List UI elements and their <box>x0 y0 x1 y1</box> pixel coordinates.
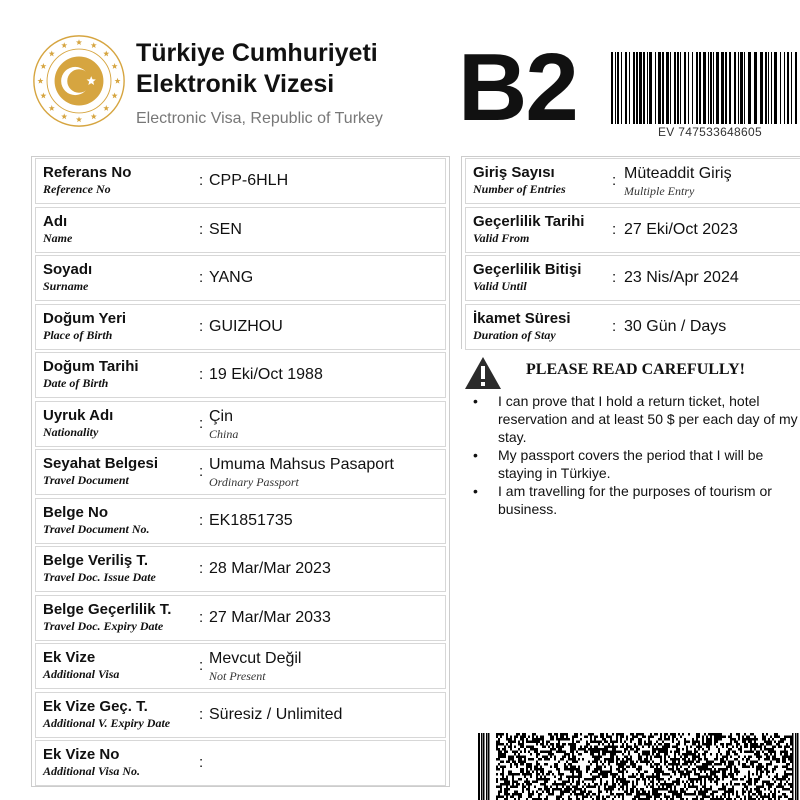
field-label: Geçerlilik Bitişi <box>473 261 582 278</box>
notice-item <box>470 446 800 482</box>
field-value-en: China <box>209 426 239 441</box>
field-value: Süresiz / Unlimited <box>209 705 343 723</box>
visa-details-table <box>31 156 450 787</box>
field-label: Doğum Tarihi <box>43 358 139 375</box>
field-label-en: Travel Doc. Issue Date <box>43 570 156 584</box>
field-label: Ek Vize <box>43 649 96 666</box>
visa-validity-table <box>461 156 800 349</box>
field-value: 28 Mar/Mar 2023 <box>209 560 331 577</box>
document-subtitle: Electronic Visa, Republic of Turkey <box>136 110 383 127</box>
visa-type: B2 <box>458 34 577 141</box>
field-colon: : <box>199 366 204 383</box>
notice-line: • I am travelling for the purposes of tourism or <box>498 483 772 499</box>
field-label: Doğum Yeri <box>43 309 127 327</box>
notice-line: staying in Türkiye. <box>498 465 611 481</box>
field-row <box>35 595 446 641</box>
warning-triangle-icon <box>464 356 502 390</box>
field-value: Mevcut Değil <box>209 650 302 667</box>
field-value: 23 Nis/Apr 2024 <box>624 269 739 286</box>
notice-item <box>470 392 800 446</box>
field-colon: : <box>199 463 204 480</box>
field-colon: : <box>199 414 204 432</box>
field-label-en: Reference No <box>43 182 111 196</box>
field-value: 27 Eki/Oct 2023 <box>624 220 738 238</box>
field-label-en: Additional Visa <box>43 667 120 681</box>
notice-line: • I can prove that I hold a return ticket, hotel <box>498 393 760 409</box>
barcode-number: EV 747533648605 <box>658 125 762 139</box>
field-row <box>465 255 800 301</box>
field-label-en: Additional Visa No. <box>43 764 141 778</box>
field-row <box>35 207 446 253</box>
title-line-1: Türkiye Cumhuriyeti <box>136 39 378 67</box>
field-colon: : <box>612 317 617 335</box>
field-label-en: Additional V. Expiry Date <box>43 715 171 730</box>
notice-line: • My passport covers the period that I will be <box>498 447 764 463</box>
field-row <box>465 158 800 204</box>
field-label-en: Date of Birth <box>43 376 109 390</box>
field-row <box>35 546 446 592</box>
field-colon: : <box>199 608 204 626</box>
field-label: Belge Geçerlilik T. <box>43 600 172 618</box>
field-colon: : <box>612 220 617 238</box>
field-row <box>35 304 446 350</box>
field-row <box>35 401 446 447</box>
title-line-2: Elektronik Vizesi <box>136 70 335 98</box>
field-label-en: Number of Entries <box>473 182 566 196</box>
notice-title: PLEASE READ CAREFULLY! <box>526 361 745 378</box>
field-label: Soyadı <box>43 261 93 278</box>
notice-line: reservation and at least 50 $ per each day of my <box>498 411 798 427</box>
field-value-en: Multiple Entry <box>624 184 695 198</box>
field-colon: : <box>199 657 204 674</box>
field-label: Belge Veriliş T. <box>43 552 149 569</box>
field-label: Ek Vize No <box>43 746 120 763</box>
field-label: Giriş Sayısı <box>473 164 555 181</box>
field-label-en: Duration of Stay <box>473 327 556 342</box>
field-value: Çin <box>209 407 234 425</box>
field-value: Umuma Mahsus Pasaport <box>209 456 394 473</box>
field-colon: : <box>199 754 204 771</box>
field-colon: : <box>199 560 204 577</box>
field-colon: : <box>199 269 204 286</box>
field-label-en: Name <box>43 230 73 245</box>
field-row <box>35 352 446 398</box>
pdf417-barcode <box>478 733 800 800</box>
field-row <box>35 449 446 495</box>
notice-item <box>470 482 800 518</box>
republic-seal-icon <box>32 34 126 128</box>
field-row <box>35 158 446 204</box>
field-colon: : <box>199 511 204 529</box>
field-row <box>465 207 800 253</box>
field-value: 30 Gün / Days <box>624 317 727 335</box>
field-row <box>35 643 446 689</box>
notice-line: stay. <box>498 429 527 445</box>
field-label-en: Valid From <box>473 230 530 245</box>
field-colon: : <box>199 220 204 238</box>
notice-list <box>470 392 800 518</box>
field-label-en: Travel Document No. <box>43 521 150 536</box>
field-label-en: Valid Until <box>473 279 527 293</box>
document-title <box>136 38 378 100</box>
field-value-en: Ordinary Passport <box>209 475 299 489</box>
field-label: Belge No <box>43 503 109 521</box>
field-colon: : <box>199 705 204 723</box>
field-row <box>35 692 446 738</box>
barcode <box>611 52 800 124</box>
field-label-en: Surname <box>43 279 89 293</box>
field-value: YANG <box>209 269 254 286</box>
field-label: Seyahat Belgesi <box>43 455 159 472</box>
field-row <box>35 255 446 301</box>
field-label-en: Place of Birth <box>43 327 113 342</box>
field-colon: : <box>612 269 617 286</box>
notice-line: business. <box>498 501 558 517</box>
field-colon: : <box>199 172 204 189</box>
field-value: 27 Mar/Mar 2033 <box>209 608 331 626</box>
field-label: İkamet Süresi <box>473 309 571 327</box>
field-value-en: Not Present <box>209 669 266 683</box>
field-label: Referans No <box>43 164 132 181</box>
field-label-en: Nationality <box>43 424 99 439</box>
field-value: EK1851735 <box>209 511 293 529</box>
field-row <box>35 740 446 786</box>
field-row <box>465 304 800 350</box>
field-label: Uyruk Adı <box>43 406 114 424</box>
field-label: Adı <box>43 212 68 230</box>
field-label-en: Travel Doc. Expiry Date <box>43 618 164 633</box>
field-colon: : <box>612 172 617 189</box>
field-row <box>35 498 446 544</box>
field-label: Ek Vize Geç. T. <box>43 697 148 715</box>
field-value: Müteaddit Giriş <box>624 165 732 182</box>
field-label-en: Travel Document <box>43 473 129 487</box>
field-value: CPP-6HLH <box>209 172 289 189</box>
field-label: Geçerlilik Tarihi <box>473 212 585 230</box>
field-colon: : <box>199 317 204 335</box>
field-value: 19 Eki/Oct 1988 <box>209 366 323 383</box>
field-value: GUIZHOU <box>209 317 283 335</box>
field-value: SEN <box>209 220 242 238</box>
